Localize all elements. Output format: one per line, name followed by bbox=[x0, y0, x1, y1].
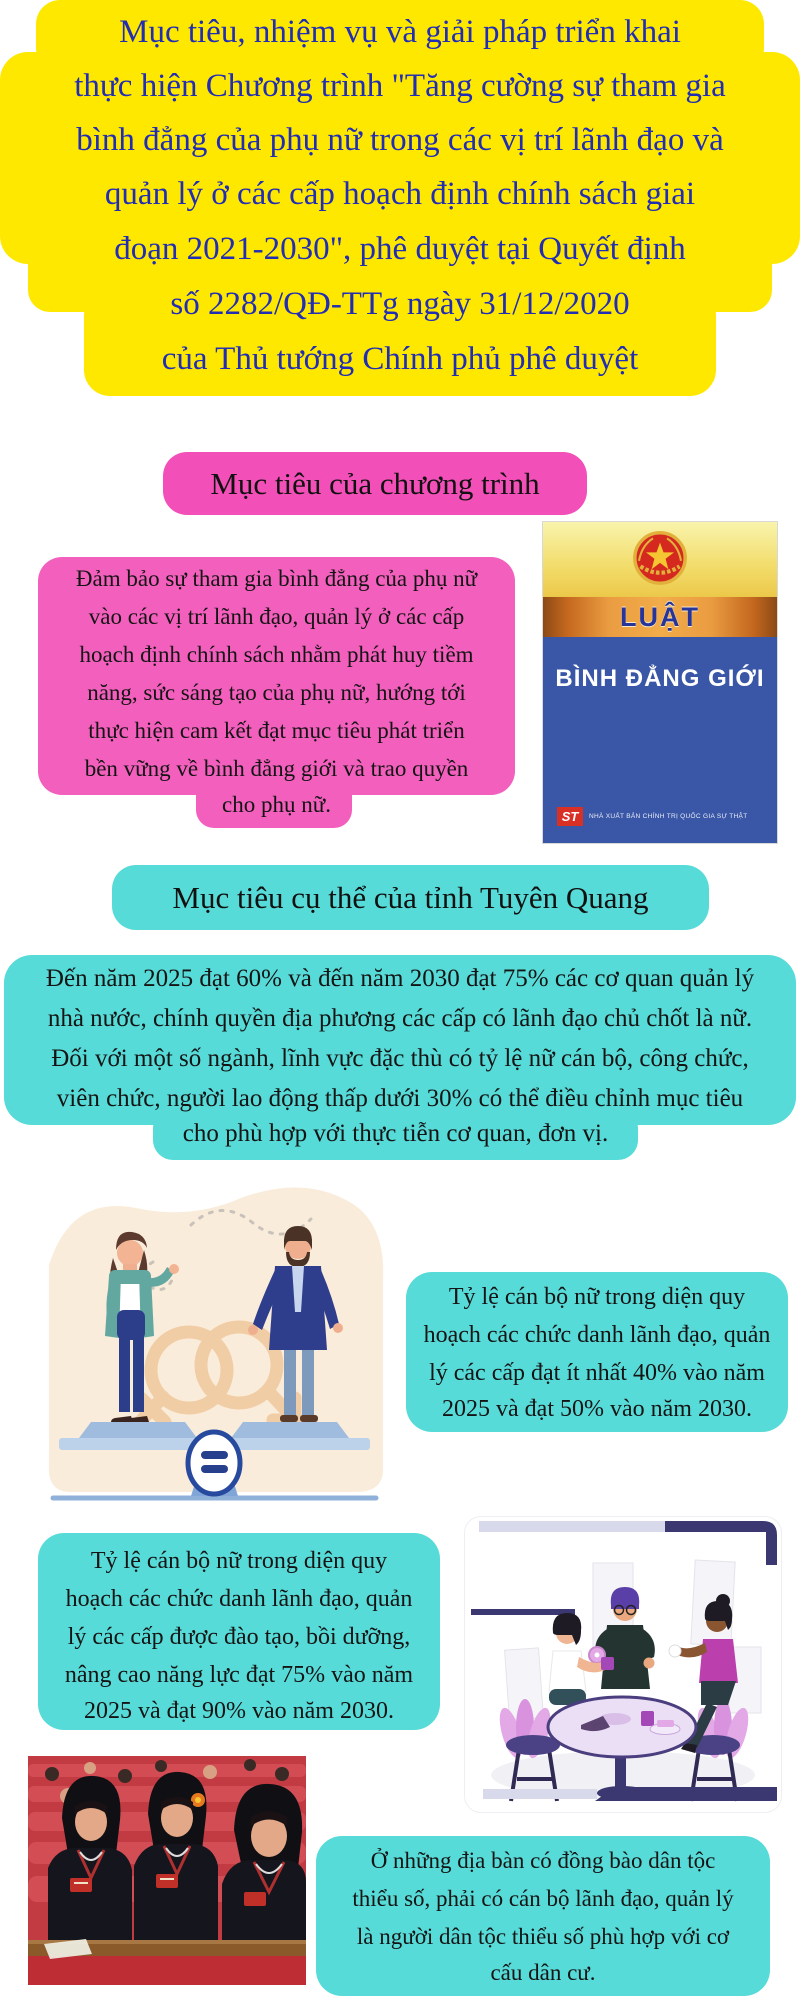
publisher-logo: ST bbox=[557, 807, 583, 826]
page-title-line: số 2282/QĐ-TTg ngày 31/12/2020 bbox=[170, 286, 630, 322]
book-cover-top bbox=[543, 522, 777, 597]
book-title: BÌNH ĐẲNG GIỚI bbox=[555, 665, 765, 692]
section-heading-province-goal: Mục tiêu cụ thể của tỉnh Tuyên Quang bbox=[112, 865, 709, 930]
page-title-line: thực hiện Chương trình "Tăng cường sự tham gia bbox=[74, 68, 726, 104]
page-title-line: bình đẳng của phụ nữ trong các vị trí lãnh đạo và bbox=[76, 122, 724, 158]
book-publisher-row bbox=[557, 807, 767, 826]
page-title-line: Mục tiêu, nhiệm vụ và giải pháp triển khai bbox=[119, 14, 681, 50]
page-title-line: đoạn 2021-2030", phê duyệt tại Quyết định bbox=[114, 231, 686, 267]
publisher-name: NHÀ XUẤT BẢN CHÍNH TRỊ QUỐC GIA SỰ THẬT bbox=[589, 813, 748, 820]
vietnam-national-emblem-icon bbox=[632, 530, 688, 586]
ethnic-minority-women-delegates-photo bbox=[28, 1756, 306, 1985]
women-discussion-table-illustration bbox=[465, 1517, 781, 1812]
section-heading-program-goal: Mục tiêu của chương trình bbox=[163, 452, 587, 515]
conference-table bbox=[28, 1939, 306, 1985]
law-book-cover bbox=[543, 522, 777, 843]
book-ribbon-label: LUẬT bbox=[620, 601, 700, 632]
book-cover-body bbox=[543, 637, 777, 843]
gender-equality-balance-illustration bbox=[41, 1170, 388, 1505]
book-ribbon bbox=[543, 597, 777, 637]
page-title-line: quản lý ở các cấp hoạch định chính sách giai bbox=[104, 176, 696, 212]
page-title-line: của Thủ tướng Chính phủ phê duyệt bbox=[161, 341, 639, 377]
infographic-page: Mục tiêu, nhiệm vụ và giải pháp triển khai thực hiện Chương trình "Tăng cường sự tham gia bình đẳng của phụ nữ trong các vị trí lãnh đạo và quản lý ở các cấp hoạch định chính sách giai đoạn 2021-2030", phê duyệt tại Quyết định số 2282/QĐ-TTg ngày 31/12/2020 của Thủ tướng Chính phủ phê duyệt Mục tiêu của chương trình Đảm bảo sự tham gia bình đẳng của phụ nữ vào các vị trí lãnh đạo, quản lý ở các cấp hoạch định chính sách nhằm phát huy tiềm năng, sức sáng tạo của phụ nữ, hướng tới thực hiện cam kết đạt mục tiêu phát triển bền vững về bình đẳng giới và trao quyền cho phụ nữ. LUẬT BÌNH ĐẲNG GIỚI ST NHÀ XUẤT BẢN CHÍNH TRỊ QUỐC GIA SỰ THẬT Mục tiêu cụ thể của tỉnh Tuyên Quang Đến năm 2025 đạt 60% và đến năm 2030 đạt 75% các cơ quan quản lý nhà nước, chính quyền địa phương các cấp có lãnh đạo chủ chốt là nữ. Đối với một số ngành, lĩnh vực đặc thù có tỷ lệ nữ cán bộ, công chức, viên chức, người lao động thấp dưới 30% có thể điều chỉnh mục tiêu cho phù hợp với thực tiễn cơ quan, đơn vị. Tỷ lệ cán bộ nữ trong diện quy hoạch các chức danh lãnh đạo, quản lý các cấp đạt ít nhất 40% vào năm 2025 và đạt 50% vào năm 2030. Tỷ lệ cán bộ nữ trong diện quy hoạch các chức danh lãnh đạo, quản lý các cấp được đào tạo, bồi dưỡng, nâng cao năng lực đạt 75% vào năm 2025 và đạt 90% vào năm 2030. Ở những địa bàn có đồng bào dân tộc thiểu số, phải có cán bộ lãnh đạo, quản lý là người dân tộc thiểu số phù hợp với cơ cấu dân cư. bbox=[0, 0, 800, 2000]
